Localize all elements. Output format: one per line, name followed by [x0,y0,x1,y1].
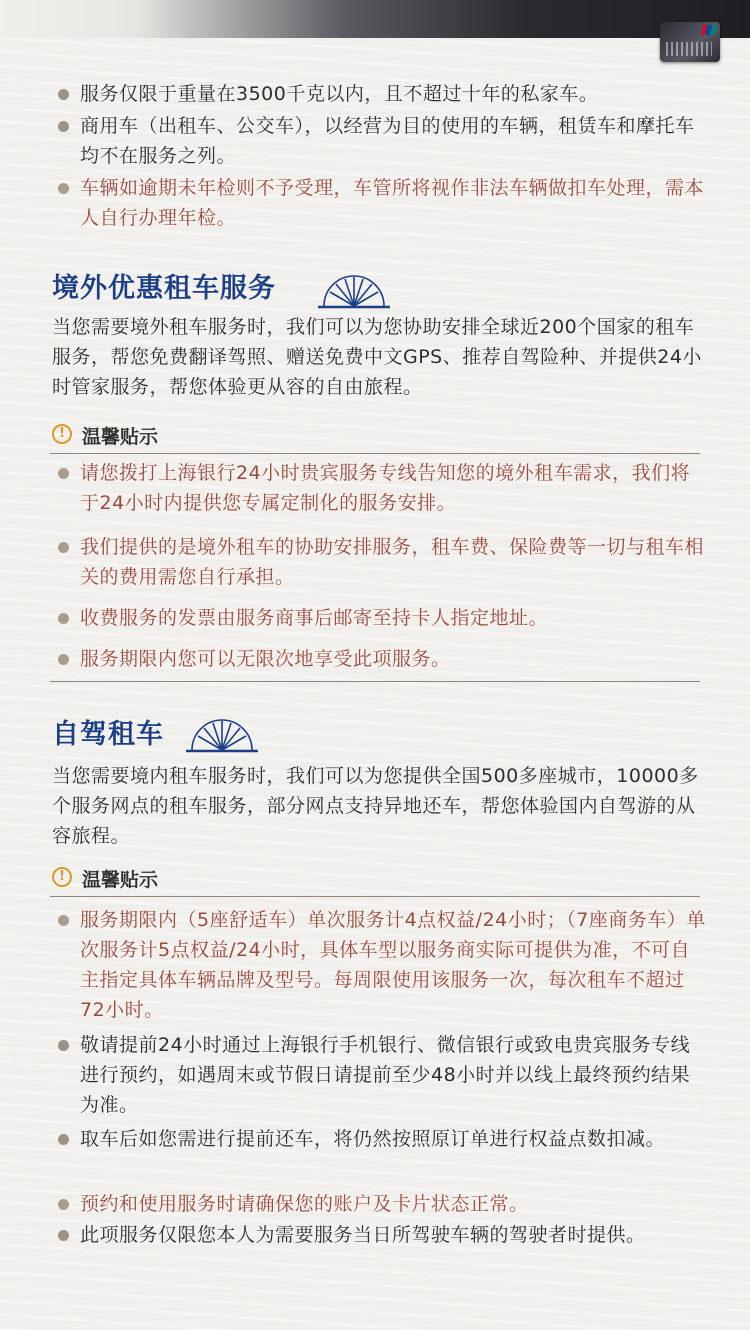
bullet-dot-icon [58,183,69,194]
bullet-dot-icon [58,1040,69,1051]
bullet-dot-icon [58,468,69,479]
section-title-self-drive: 自驾租车 [52,719,164,750]
list-item-text: 我们提供的是境外租车的协助安排服务，租车费、保险费等一切与租车相关的费用需您自行承担。 [80,536,705,588]
bullet-dot-icon [58,1134,69,1145]
list-item [58,1124,708,1154]
list-item-text: 敬请提前24小时通过上海银行手机银行、微信银行或致电贵宾服务专线进行预约，如遇周末或节假日请提前至少48小时并以线上最终预约结果为准。 [80,1034,691,1116]
list-item-text: 收费服务的发票由服务商事后邮寄至持卡人指定地址。 [80,607,549,629]
tips-label: 温馨贴示 [82,869,159,891]
list-item [58,603,708,633]
list-item-text: 服务仅限于重量在3500千克以内，且不超过十年的私家车。 [80,83,599,105]
bullet-dot-icon [58,89,69,100]
list-item [58,111,708,171]
tips-label: 温馨贴示 [82,426,159,448]
list-item-text: 取车后如您需进行提前还车，将仍然按照原订单进行权益点数扣减。 [80,1128,666,1150]
list-item-text: 服务期限内（5座舒适车）单次服务计4点权益/24小时；（7座商务车）单次服务计5点权益/24小时，具体车型以服务商实际可提供为准，不可自主指定具体车辆品牌及型号。每周限使用该服务一次，每次租车不超过72小时。 [80,909,706,1021]
bullet-dot-icon [58,121,69,132]
list-item-text: 预约和使用服务时请确保您的账户及卡片状态正常。 [80,1193,529,1215]
bullet-dot-icon [58,613,69,624]
list-item-text: 商用车（出租车、公交车），以经营为目的使用的车辆，租赁车和摩托车均不在服务之列。 [80,115,695,167]
list-item [58,173,708,233]
list-item [58,532,708,592]
bullet-dot-icon [58,915,69,926]
list-item [58,644,708,674]
list-item-text: 车辆如逾期未年检则不予受理，车管所将视作非法车辆做扣车处理，需本人自行办理年检。 [80,177,705,229]
section-title-overseas-rental: 境外优惠租车服务 [52,273,276,304]
list-item-text: 此项服务仅限您本人为需要服务当日所驾驶车辆的驾驶者时提供。 [80,1224,646,1246]
list-item [58,458,708,518]
bullet-dot-icon [58,1199,69,1210]
bullet-dot-icon [58,542,69,553]
bullet-dot-icon [58,654,69,665]
list-item-text: 请您拨打上海银行24小时贵宾服务专线告知您的境外租车需求，我们将于24小时内提供您专属定制化的服务安排。 [80,462,691,514]
section-intro: 当您需要境外租车服务时，我们可以为您协助安排全球近200个国家的租车服务，帮您免费翻译驾照、赠送免费中文GPS、推荐自驾险种、并提供24小时管家服务，帮您体验更从容的自由旅程。 [52,316,702,398]
exclamation-icon: ! [52,867,72,887]
bullet-dot-icon [58,1230,69,1241]
list-item [58,1030,708,1120]
divider [50,681,700,682]
list-item [58,1220,708,1250]
exclamation-icon: ! [52,424,72,444]
fan-ornament-icon [186,716,258,754]
list-item [58,1189,708,1219]
section-intro: 当您需要境内租车服务时，我们可以为您提供全国500多座城市，10000多个服务网点的租车服务，部分网点支持异地还车，帮您体验国内自驾游的从容旅程。 [52,765,699,847]
divider [50,453,700,454]
list-item-text: 服务期限内您可以无限次地享受此项服务。 [80,648,451,670]
list-item [58,79,708,109]
divider [50,896,700,897]
fan-ornament-icon [318,272,390,310]
list-item [58,905,708,1025]
